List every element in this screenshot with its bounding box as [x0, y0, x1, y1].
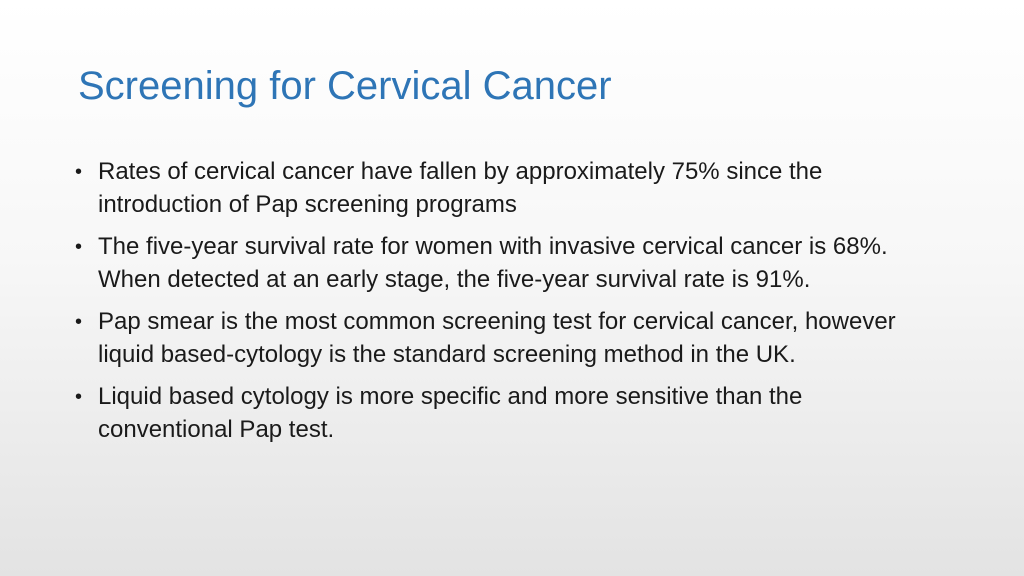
bullet-item [75, 231, 935, 296]
bullet-item [75, 381, 935, 446]
bullet-marker: • [75, 311, 83, 333]
bullet-marker: • [75, 236, 83, 258]
bullet-marker: • [75, 386, 83, 408]
bullet-item [75, 156, 935, 221]
bullet-list [75, 156, 935, 456]
bullet-marker: • [75, 161, 83, 183]
bullet-item [75, 306, 935, 371]
bullet-text: The five-year survival rate for women with invasive cervical cancer is 68%. When detected at an early stage, the five-year survival rate is 91%. [98, 233, 888, 293]
bullet-text: Rates of cervical cancer have fallen by approximately 75% since the introduction of Pap screening programs [98, 158, 823, 218]
slide-title: Screening for Cervical Cancer [78, 64, 612, 108]
bullet-text: Pap smear is the most common screening test for cervical cancer, however liquid based-cytology is the standard screening method in the UK. [98, 308, 896, 368]
bullet-text: Liquid based cytology is more specific and more sensitive than the conventional Pap test. [98, 383, 803, 443]
